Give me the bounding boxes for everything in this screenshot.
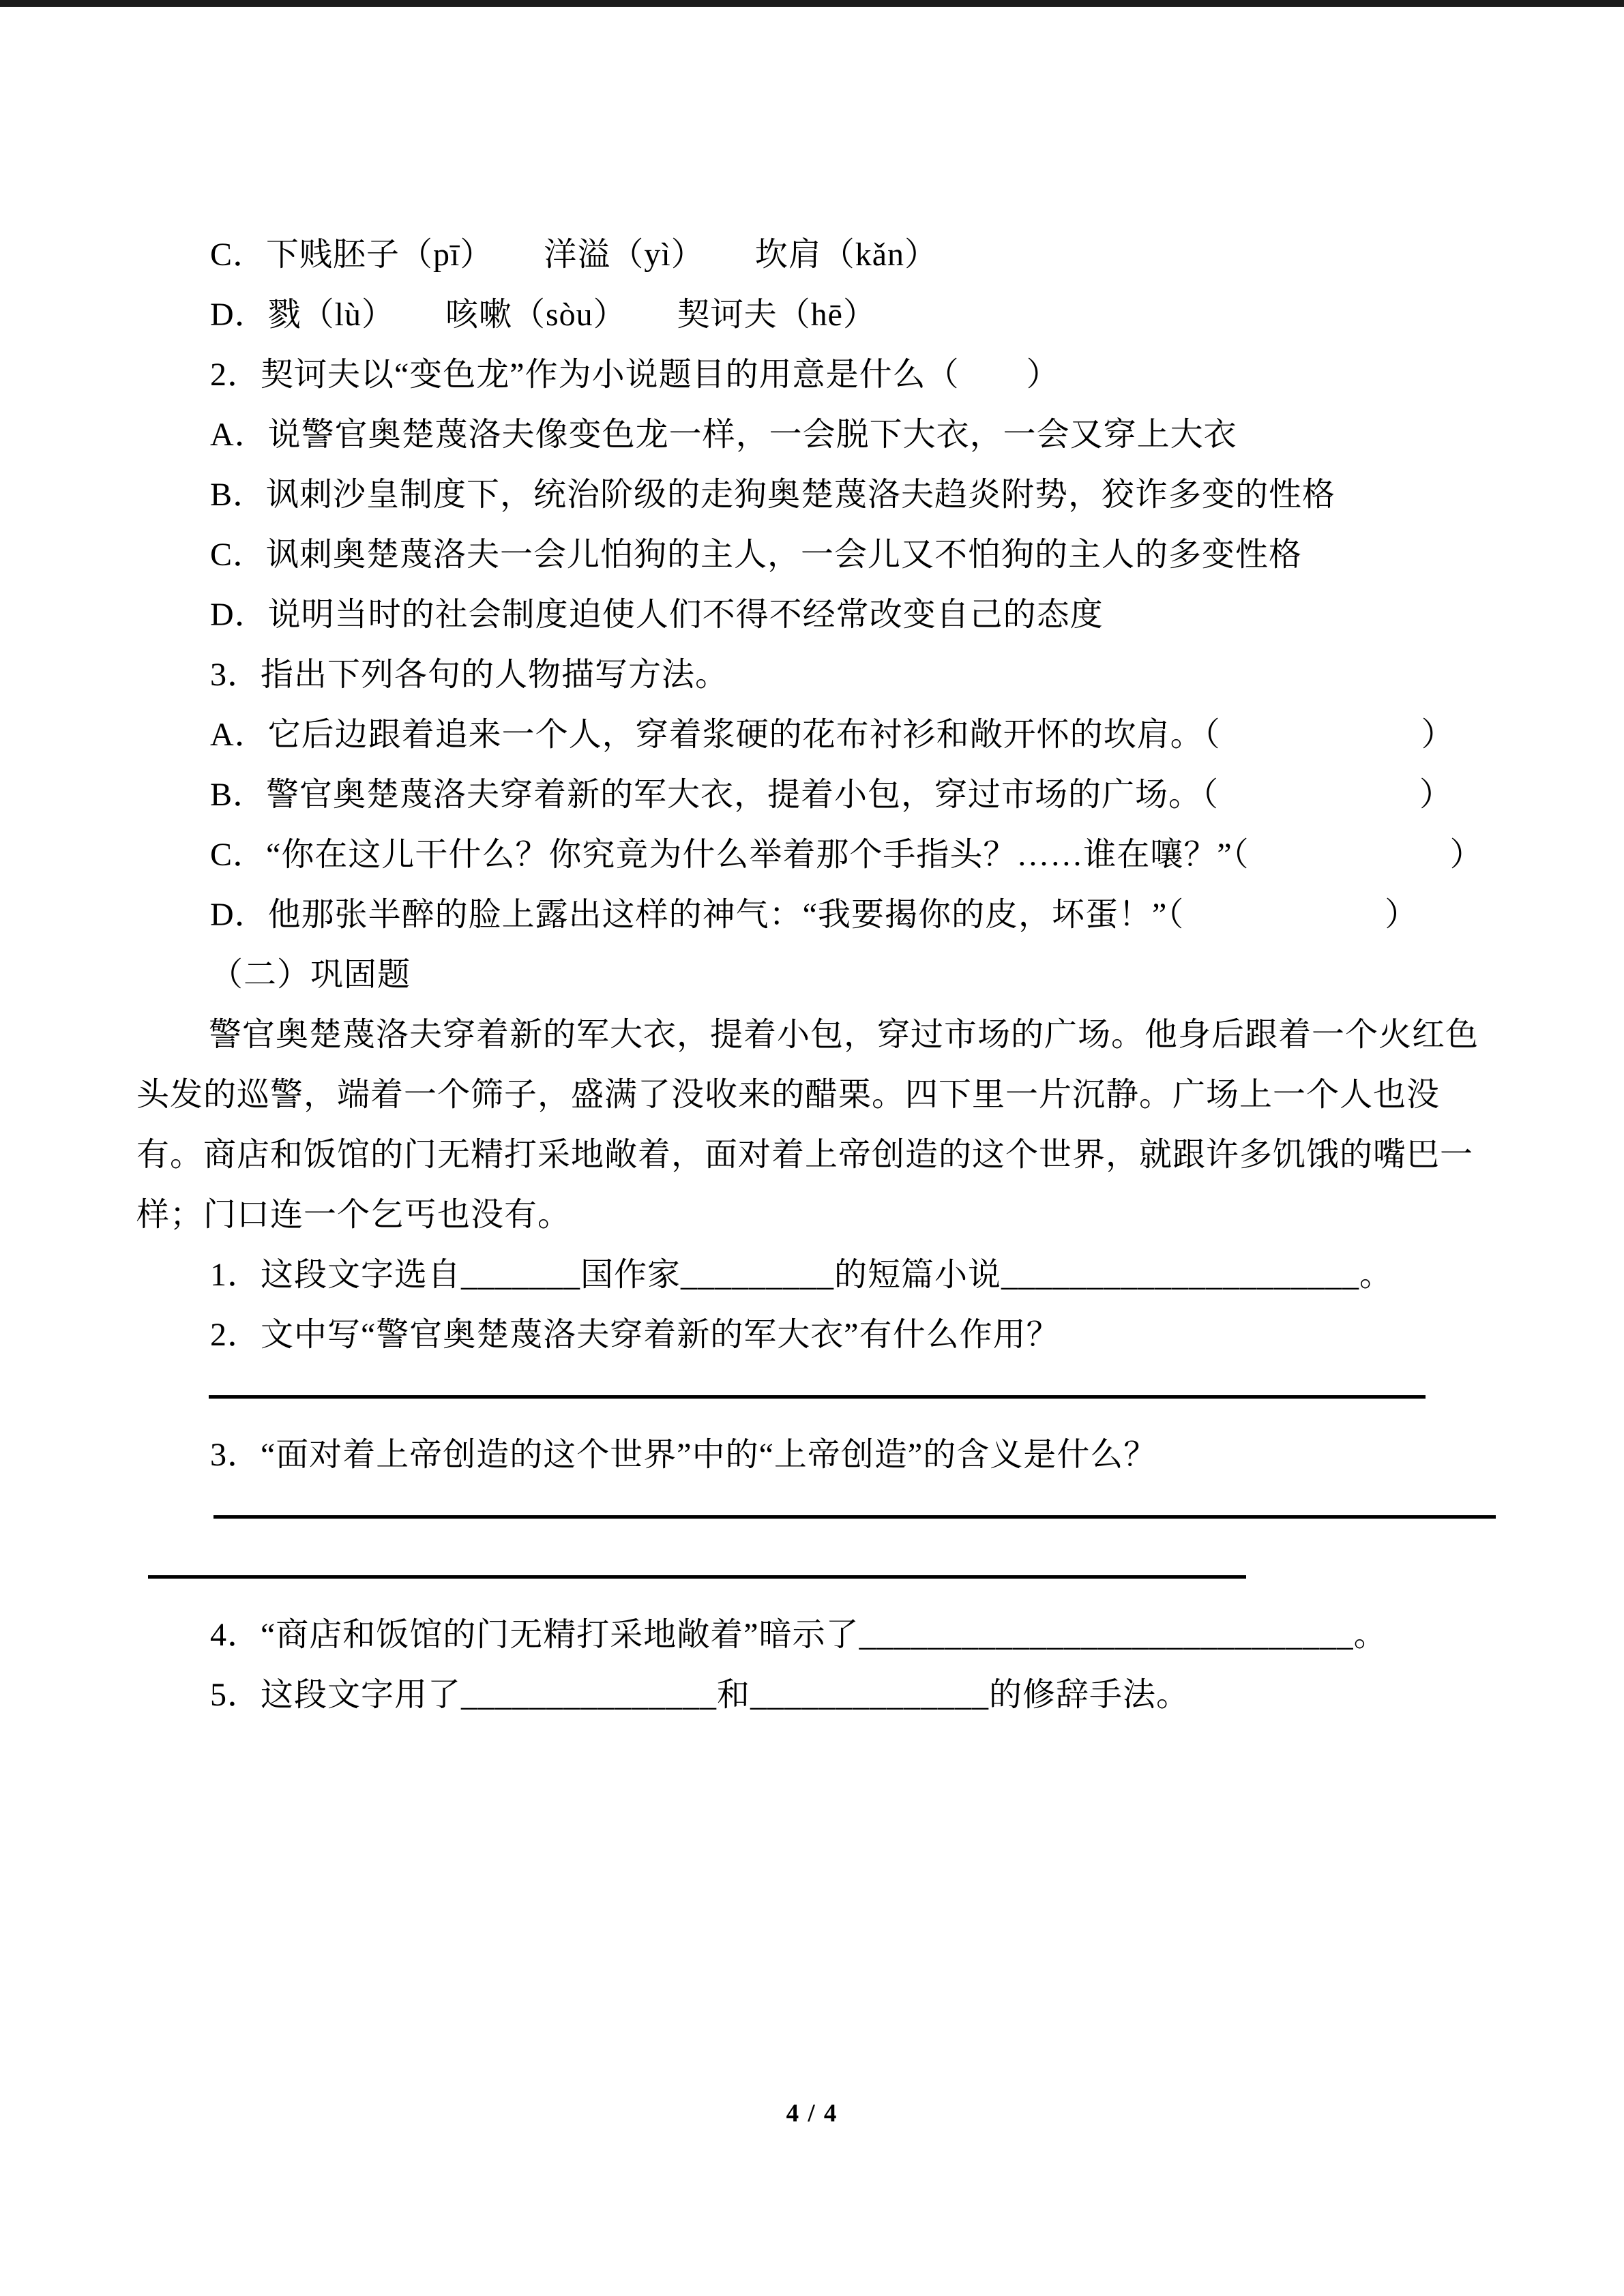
- worksheet-body: [136, 225, 1488, 1725]
- answer-line-q3-1: [136, 1485, 1488, 1545]
- passage-question-4: 4．“商店和饭馆的门无精打采地敞着”暗示了_____________________________。: [210, 1617, 1387, 1653]
- section-2-heading: （二）巩固题: [210, 957, 411, 993]
- passage-line-4: 样；门口连一个乞丐也没有。: [136, 1197, 572, 1233]
- passage-question-1: 1．这段文字选自_______国作家_________的短篇小说_____________________。: [210, 1257, 1393, 1293]
- question-2-option-a: A．说警官奥楚蔑洛夫像变色龙一样，一会脱下大衣，一会又穿上大衣: [210, 417, 1237, 453]
- passage-line-3: 有。商店和饭馆的门无精打采地敞着，面对着上帝创造的这个世界，就跟许多饥饿的嘴巴一: [136, 1137, 1474, 1173]
- question-3: 3．指出下列各句的人物描写方法。: [210, 657, 729, 693]
- answer-line-q2: [136, 1365, 1488, 1425]
- passage-question-5: 5．这段文字用了_______________和______________的修辞手法。: [210, 1677, 1190, 1713]
- question-2-option-b: B．讽刺沙皇制度下，统治阶级的走狗奥楚蔑洛夫趋炎附势，狡诈多变的性格: [210, 477, 1336, 513]
- question-3-option-c: C．“你在这儿干什么？你究竟为什么举着那个手指头？……谁在嚷？”（ ）: [210, 837, 1483, 873]
- question-3-option-d: D．他那张半醉的脸上露出这样的神气：“我要揭你的皮，坏蛋！”（ ）: [210, 897, 1419, 933]
- passage-line-1: 警官奥楚蔑洛夫穿着新的军大衣，提着小包，穿过市场的广场。他身后跟着一个火红色: [209, 1017, 1479, 1053]
- question-2-option-c: C．讽刺奥楚蔑洛夫一会儿怕狗的主人，一会儿又不怕狗的主人的多变性格: [210, 537, 1303, 573]
- passage-line-2: 头发的巡警，端着一个筛子，盛满了没收来的醋栗。四下里一片沉静。广场上一个人也没: [136, 1077, 1441, 1113]
- scan-top-edge: [0, 0, 1624, 7]
- answer-underline: [209, 1395, 1426, 1399]
- question-2: 2．契诃夫以“变色龙”作为小说题目的用意是什么（ ）: [210, 357, 1060, 393]
- question-2-option-d: D．说明当时的社会制度迫使人们不得不经常改变自己的态度: [210, 597, 1104, 633]
- question-3-option-b: B．警官奥楚蔑洛夫穿着新的军大衣，提着小包，穿过市场的广场。（ ）: [210, 777, 1453, 813]
- answer-line-q3-2: [136, 1545, 1488, 1605]
- passage-question-2: 2．文中写“警官奥楚蔑洛夫穿着新的军大衣”有什么作用？: [210, 1317, 1060, 1353]
- answer-underline: [148, 1575, 1246, 1579]
- option-1-d: D．戮（lù） 咳嗽（sòu） 契诃夫（hē）: [210, 297, 876, 333]
- option-1-c: C．下贱胚子（pī） 洋溢（yì） 坎肩（kǎn）: [210, 237, 938, 273]
- page-number: 4 / 4: [786, 2100, 838, 2128]
- passage-question-3: 3．“面对着上帝创造的这个世界”中的“上帝创造”的含义是什么？: [210, 1437, 1157, 1473]
- question-3-option-a: A．它后边跟着追来一个人，穿着浆硬的花布衬衫和敞开怀的坎肩。（ ）: [210, 717, 1455, 753]
- answer-underline: [213, 1515, 1496, 1519]
